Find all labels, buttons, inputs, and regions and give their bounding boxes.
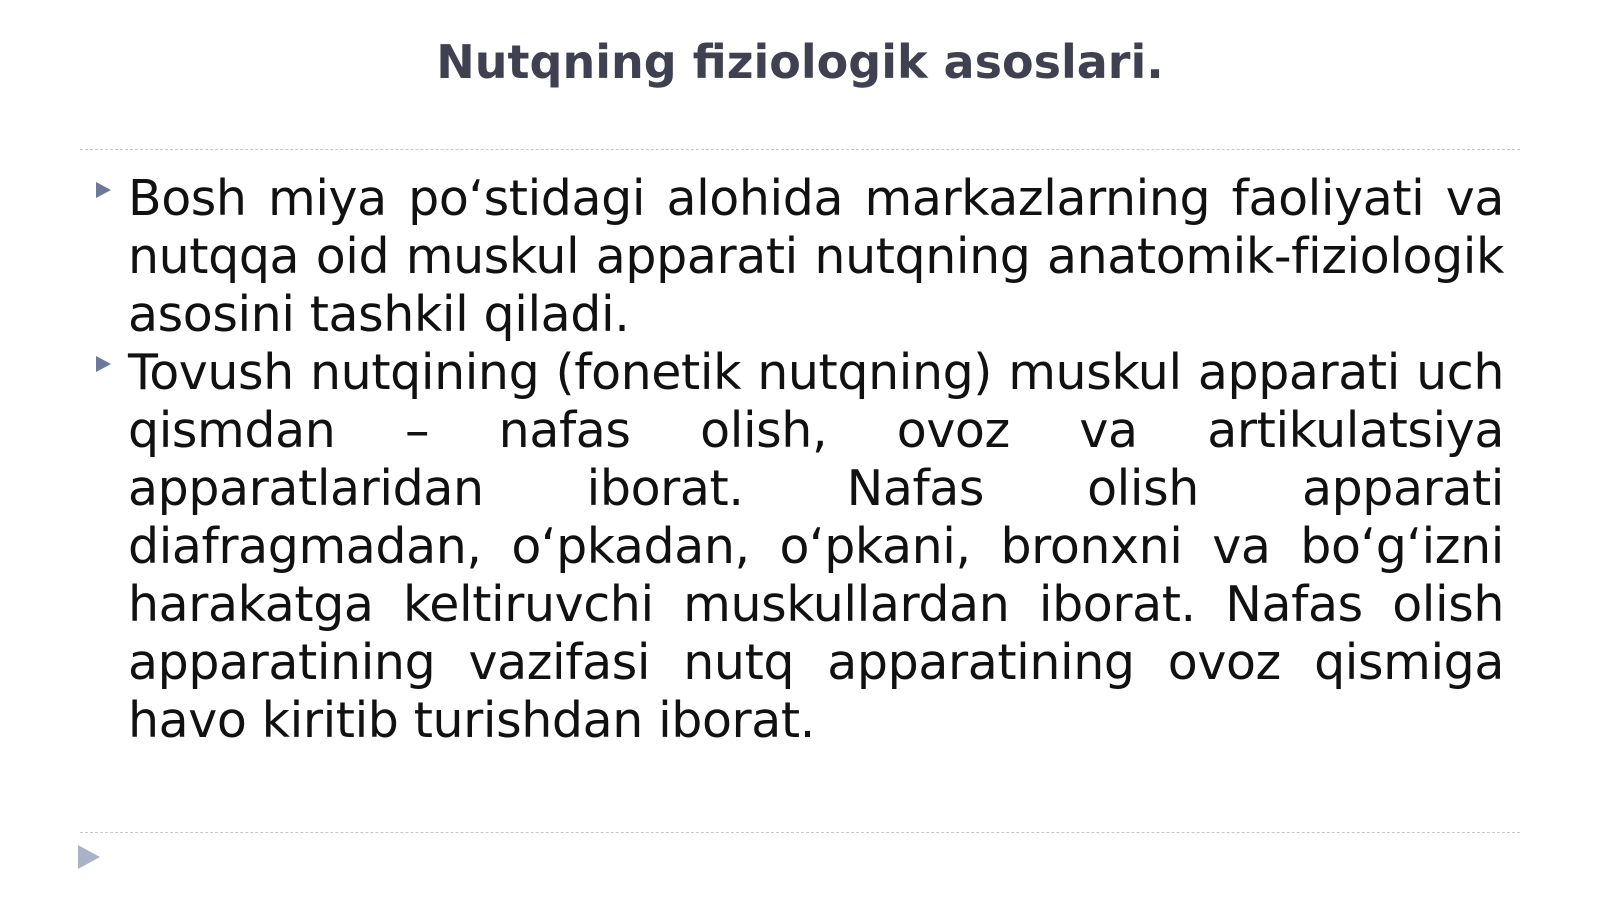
bullet-text: Bosh miya po‘stidagi alohida markazlarning faoliyati va nutqqa oid muskul apparati nutqning anatomik-fiziologik asosini tashkil qiladi. [128, 170, 1504, 343]
top-divider [80, 149, 1520, 150]
bottom-divider [80, 832, 1520, 833]
triangle-bullet-icon [96, 182, 111, 198]
bullet-list [92, 170, 1504, 750]
bullet-text: Tovush nutqining (fonetik nutqning) muskul apparati uch qismdan – nafas olish, ovoz va artikulatsiya apparatlaridan iborat. Nafas olish apparati diafragmadan, o‘pkadan, o‘pkani, bronxni va bo‘g‘izni harakatga keltiruvchi muskullardan iborat. Nafas olish apparatining vazifasi nutq apparatining ovoz qismiga havo kiritib turishdan iborat. [128, 344, 1504, 749]
bullet-item [92, 344, 1504, 750]
bullet-item [92, 170, 1504, 344]
triangle-bullet-icon [96, 356, 111, 372]
triangle-bullet-icon [78, 845, 100, 869]
slide-title: Nutqning fiziologik asoslari. [436, 35, 1164, 89]
